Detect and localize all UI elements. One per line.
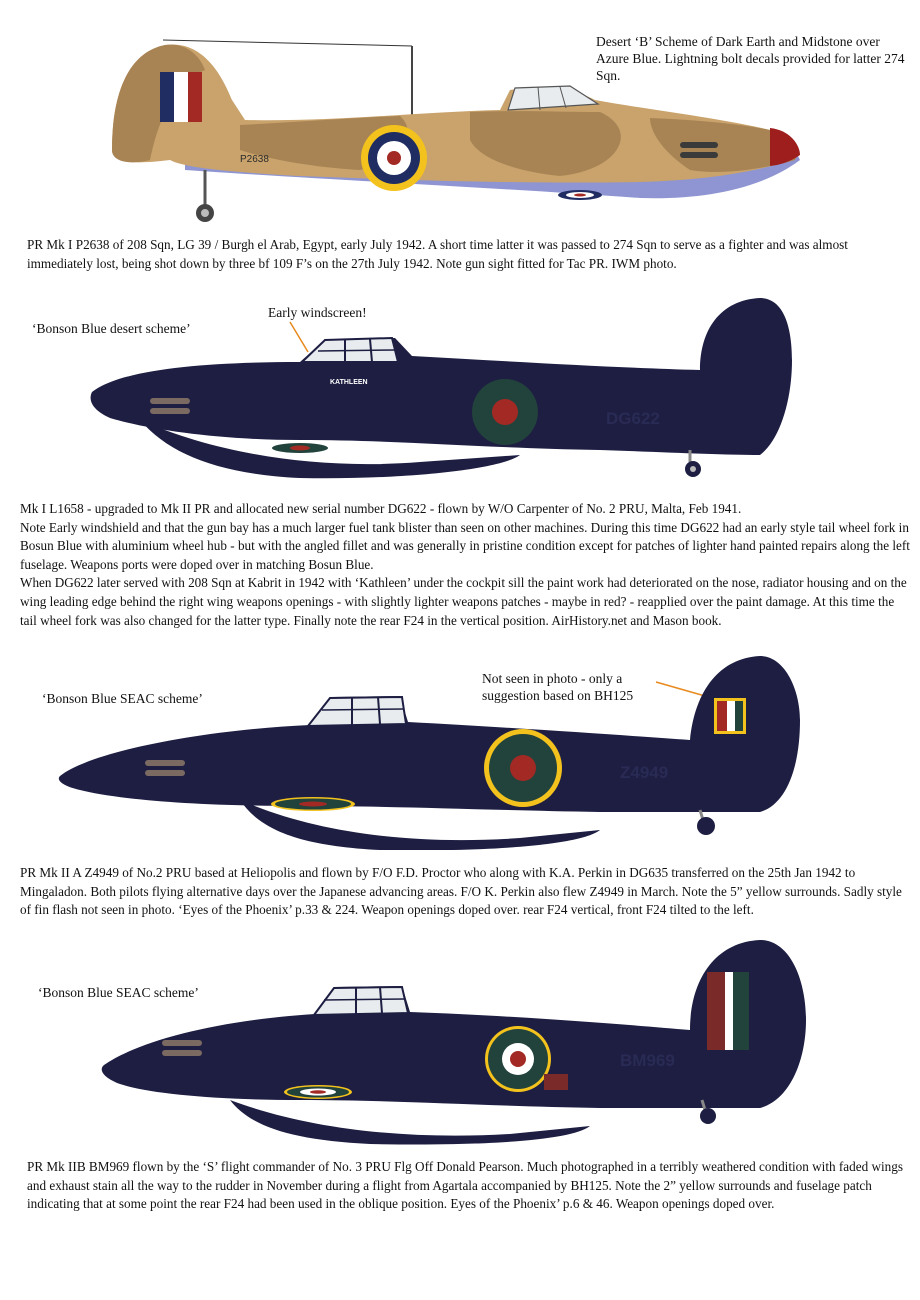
scheme-label-p2638: Desert ‘B’ Scheme of Dark Earth and Midstone over Azure Blue. Lightning bolt decals provided for latter 274 Sqn.: [596, 34, 905, 83]
caption-p2638: PR Mk I P2638 of 208 Sqn, LG 39 / Burgh el Arab, Egypt, early July 1942. A short time latter it was passed to 274 Sqn to serve as a fighter and was almost immediately lost, being shot down by three bf 109 F’s on the 27th July 1942. Note gun sight fitted for Tac PR. IWM photo.: [27, 237, 848, 271]
caption-bm969: PR Mk IIB BM969 flown by the ‘S’ flight commander of No. 3 PRU Flg Off Donald Pearson. Much photographed in a terribly weathered condition with faded wings and exhaust stain all the way to the rudder in November during a flight from Agartala accompanied by BH125. Note the 2” yellow surrounds and fuselage patch indicating that at some point the rear F24 had been used in the oblique position. Eyes of the Phoenix’ p.6 & 46. Weapon openings doped over.: [27, 1159, 903, 1212]
caption-dg622-line-3: When DG622 later served with 208 Sqn at Kabrit in 1942 with ‘Kathleen’ under the cockpit sill the paint work had deteriorated on the nose, radiator housing and on the wing leading edge behind the right wing weapons openings - with slightly lighter weapons patches - maybe in red? - reapplied over the paint damage. At this time the tail wheel fork was also changed for the latter type. Finally note the rear F24 in the vertical position. AirHistory.net and Mason book.: [20, 575, 907, 628]
serial-marking-z4949: Z4949: [620, 763, 669, 782]
callout-early-windscreen: Early windscreen!: [268, 305, 367, 320]
aircraft-profile-z4949: [0, 650, 920, 850]
scheme-label-z4949: ‘Bonson Blue SEAC scheme’: [42, 691, 203, 706]
canopy: [308, 697, 406, 726]
caption-dg622: [20, 500, 910, 630]
serial-marking-dg622: DG622: [606, 409, 660, 428]
fuselage-patch: [544, 1074, 568, 1090]
fuselage: [59, 656, 800, 812]
caption-z4949: PR Mk II A Z4949 of No.2 PRU based at Heliopolis and flown by F/O F.D. Proctor who along with K.A. Perkin in DG635 transferred on the 25th Jan 1942 to Mingaladon. Both pilots flying alternative days over the Japanese advancing areas. F/O K. Perkin also flew Z4949 in March. Note the 5” yellow surrounds. Sadly style of fin flash not seen in photo. ‘Eyes of the Phoenix’ p.33 & 224. Weapon openings doped over. rear F24 vertical, front F24 tilted to the left.: [20, 865, 902, 918]
serial-marking-p2638: P2638: [240, 154, 269, 165]
aircraft-profile-bm969: [0, 935, 920, 1145]
aircraft-profile-dg622: [0, 290, 920, 490]
aircraft-profile-p2638: [0, 30, 920, 230]
callout-line: [290, 322, 308, 352]
scheme-label-bm969: ‘Bonson Blue SEAC scheme’: [38, 985, 199, 1000]
fin-flash: [735, 701, 743, 731]
fuselage: [102, 940, 806, 1108]
callout-fin-flash: Not seen in photo - only a suggestion based on BH125: [482, 671, 634, 703]
serial-marking-bm969: BM969: [620, 1051, 675, 1070]
caption-dg622-line-1: Mk I L1658 - upgraded to Mk II PR and allocated new serial number DG622 - flown by W/O Carpenter of No. 2 PRU, Malta, Feb 1941.: [20, 501, 742, 516]
scheme-label-dg622: ‘Bonson Blue desert scheme’: [32, 321, 191, 336]
fin-flash: [188, 72, 202, 122]
caption-dg622-line-2: Note Early windshield and that the gun bay has a much larger fuel tank blister than seen on other machines. During this time DG622 had an early style tail wheel fork in Bosun Blue with aluminium wheel hub - but with the angled fillet and was generally in pristine condition except for patches of lighter hand painted repairs along the left fuselage. Weapons ports were doped over in matching Bosun Blue.: [20, 519, 910, 572]
nose-name-kathleen: KATHLEEN: [330, 379, 368, 386]
fuselage: [91, 298, 792, 455]
canopy: [314, 987, 408, 1015]
fin-flash: [733, 972, 749, 1050]
